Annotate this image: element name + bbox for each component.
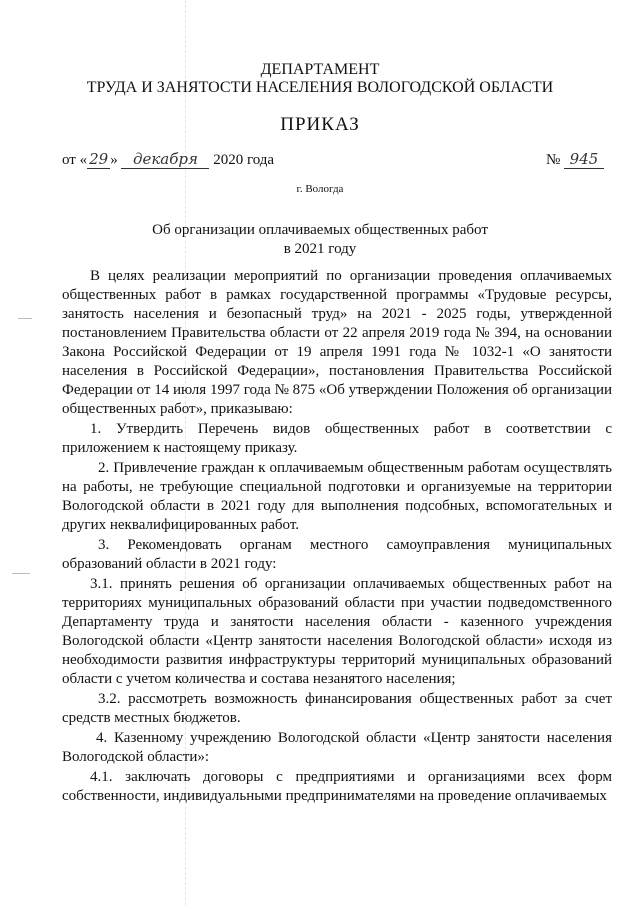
clause-4: 4. Казенному учреждению Вологодской области «Центр занятости населения Вологодской области»: xyxy=(62,730,612,765)
order-number xyxy=(546,150,604,169)
city: г. Вологда xyxy=(296,183,344,195)
department-name-line1: ДЕПАРТАМЕНТ xyxy=(260,61,380,78)
department-name-line2: ТРУДА И ЗАНЯТОСТИ НАСЕЛЕНИЯ ВОЛОГОДСКОЙ ОБЛАСТИ xyxy=(86,79,554,96)
clause-4-1: 4.1. заключать договоры с предприятиями и организациями всех форм собственности, индивидуальными предпринимателями на проведение оплачиваемых xyxy=(62,769,612,804)
order-title: ПРИКАЗ xyxy=(280,114,360,135)
order-date xyxy=(62,150,274,169)
date-year: 2020 года xyxy=(213,152,275,168)
subject-line2: в 2021 году xyxy=(283,241,357,257)
clause-3-2: 3.2. рассмотреть возможность финансирования общественных работ за счет средств местных бюджетов. xyxy=(62,691,612,726)
clause-1: 1. Утвердить Перечень видов общественных работ в соответствии с приложением к настоящему приказу. xyxy=(62,421,612,456)
clause-3-1: 3.1. принять решения об организации оплачиваемых общественных работ на территориях муниципальных образований области при участии подведомственного Департаменту труда и занятости населения области - казенного учреждения Вологодской области «Центр занятости населения Вологодской области» исходя из необходимости развития инфраструктуры территорий муниципальных образований области с учетом количества и состава незанятого населения; xyxy=(62,576,612,687)
order-number-handwritten: 945 xyxy=(564,150,604,169)
date-prefix: от « xyxy=(62,152,88,168)
date-quote-close: » xyxy=(110,152,118,168)
order-body xyxy=(62,267,612,806)
date-month-handwritten: декабря xyxy=(121,150,209,169)
order-subject xyxy=(0,221,640,259)
scan-margin-mark xyxy=(12,573,30,574)
date-day-handwritten: 29 xyxy=(89,150,109,168)
clause-3: 3. Рекомендовать органам местного самоуправления муниципальных образований области в 2021 году: xyxy=(62,537,612,572)
clause-2: 2. Привлечение граждан к оплачиваемым общественным работам осуществлять на работы, не требующие специальной подготовки и организуемые на территории Вологодской области в 2021 году для выполнения подсобных, вспомогательных и других неквалифицированных работ. xyxy=(62,460,612,533)
preamble-paragraph: В целях реализации мероприятий по организации проведения оплачиваемых общественных работ в рамках государственной программы «Трудовые ресурсы, занятость населения и безопасный труд» на 2021 - 2025 годы, утвержденной постановлением Правительства области от 22 апреля 2019 года № 394, на основании Закона Российской Федерации от 19 апреля 1991 года № 1032-1 «О занятости населения в Российской Федерации», постановления Правительства Российской Федерации от 14 июля 1997 года № 875 «Об утверждении Положения об организации общественных работ», приказываю: xyxy=(62,268,612,417)
subject-line1: Об организации оплачиваемых общественных работ xyxy=(152,222,488,238)
number-sign: № xyxy=(545,152,561,168)
scan-margin-mark xyxy=(18,318,32,319)
